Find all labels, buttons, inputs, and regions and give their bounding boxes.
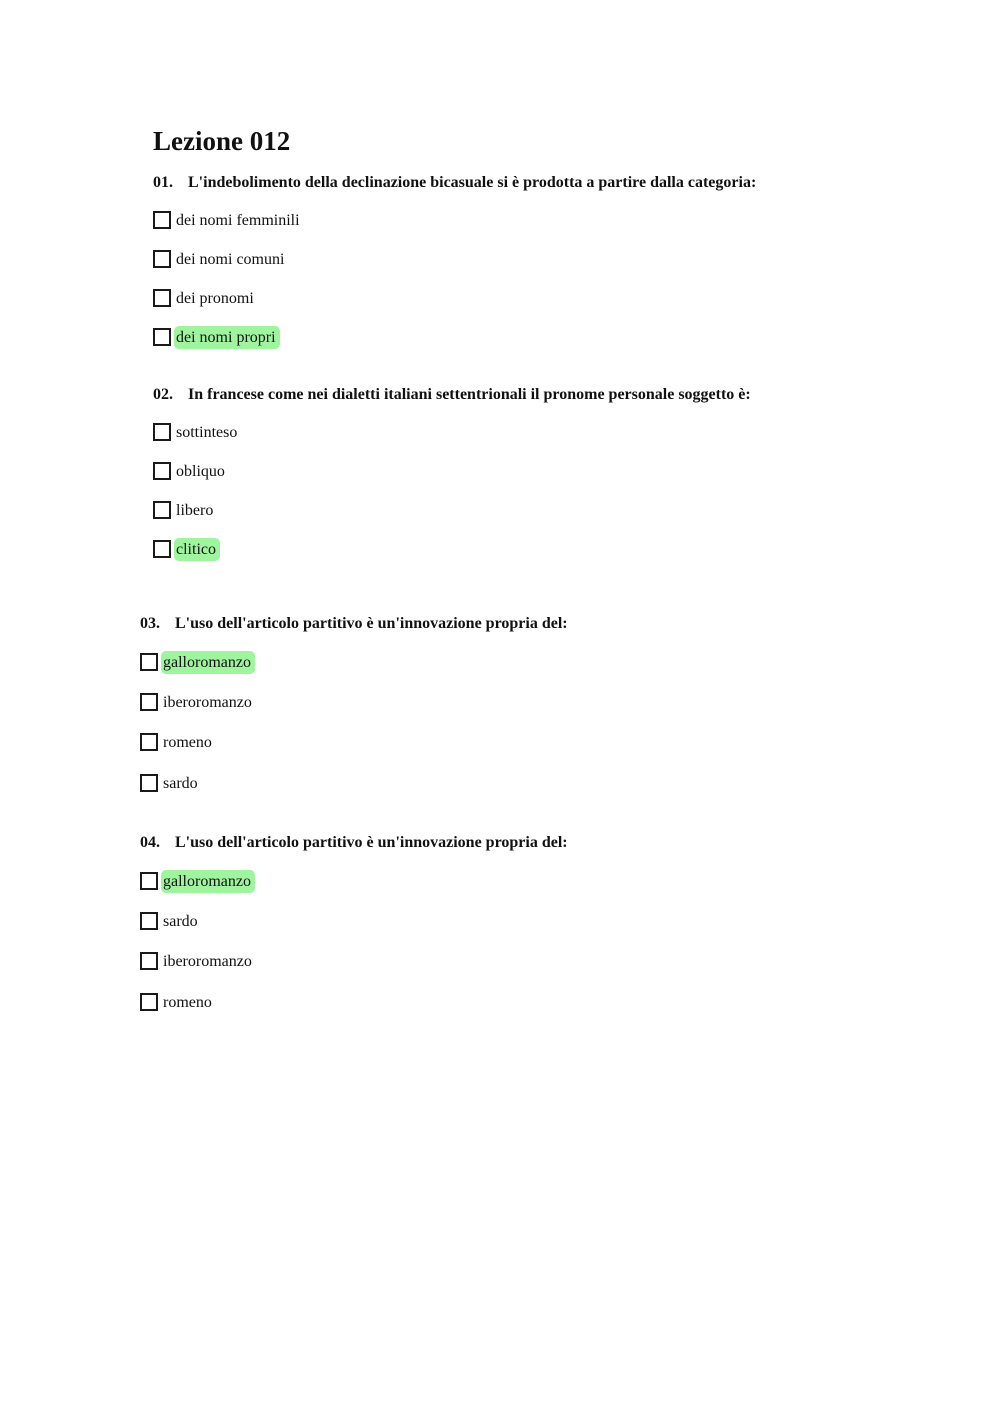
answer-option-correct[interactable] xyxy=(140,869,255,893)
option-label: obliquo xyxy=(176,462,225,480)
checkbox-icon[interactable] xyxy=(153,250,171,268)
checkbox-icon[interactable] xyxy=(153,211,171,229)
answer-option[interactable] xyxy=(153,208,304,232)
question-1 xyxy=(153,172,757,346)
answer-option[interactable] xyxy=(140,990,216,1014)
answer-option-correct[interactable] xyxy=(153,325,280,349)
option-label: romeno xyxy=(163,733,212,751)
answer-option[interactable] xyxy=(153,286,258,310)
answer-option-correct[interactable] xyxy=(140,650,255,674)
checkbox-icon[interactable] xyxy=(153,501,171,519)
answer-option[interactable] xyxy=(153,459,229,483)
checkbox-icon[interactable] xyxy=(140,912,158,930)
answer-option[interactable] xyxy=(153,498,217,522)
option-label: libero xyxy=(176,501,214,519)
question-prompt: In francese come nei dialetti italiani settentrionali il pronome personale soggetto è: xyxy=(188,386,751,403)
question-prompt: L'uso dell'articolo partitivo è un'innovazione propria del: xyxy=(175,615,568,632)
option-label: dei pronomi xyxy=(176,289,254,307)
checkbox-icon[interactable] xyxy=(140,872,158,890)
option-label: dei nomi comuni xyxy=(176,250,285,268)
checkbox-icon[interactable] xyxy=(140,733,158,751)
page-title: Lezione 012 xyxy=(153,126,291,156)
option-label: sottinteso xyxy=(176,423,238,441)
option-label: dei nomi propri xyxy=(174,326,280,349)
checkbox-icon[interactable] xyxy=(140,774,158,792)
option-label: galloromanzo xyxy=(161,651,255,674)
answer-option[interactable] xyxy=(140,909,202,933)
option-label: sardo xyxy=(163,912,198,930)
option-label: iberoromanzo xyxy=(163,952,252,970)
question-4 xyxy=(140,832,568,1011)
checkbox-icon[interactable] xyxy=(153,540,171,558)
option-label: iberoromanzo xyxy=(163,693,252,711)
question-2 xyxy=(153,384,751,558)
question-prompt: L'uso dell'articolo partitivo è un'innovazione propria del: xyxy=(175,834,568,851)
answer-option[interactable] xyxy=(140,730,216,754)
checkbox-icon[interactable] xyxy=(153,328,171,346)
question-number: 02. xyxy=(153,386,173,403)
checkbox-icon[interactable] xyxy=(140,952,158,970)
answer-option[interactable] xyxy=(153,420,241,444)
option-label: romeno xyxy=(163,993,212,1011)
answer-option-correct[interactable] xyxy=(153,537,220,561)
option-label: sardo xyxy=(163,774,198,792)
question-text xyxy=(153,384,751,406)
question-text xyxy=(140,613,568,635)
option-label: galloromanzo xyxy=(161,870,255,893)
checkbox-icon[interactable] xyxy=(153,289,171,307)
answer-option[interactable] xyxy=(140,771,202,795)
answer-option[interactable] xyxy=(140,690,256,714)
answer-option[interactable] xyxy=(140,949,256,973)
option-label: clitico xyxy=(174,538,220,561)
question-number: 01. xyxy=(153,174,173,191)
question-prompt: L'indebolimento della declinazione bicasuale si è prodotta a partire dalla categoria: xyxy=(188,174,757,191)
checkbox-icon[interactable] xyxy=(140,653,158,671)
checkbox-icon[interactable] xyxy=(140,993,158,1011)
question-number: 04. xyxy=(140,834,160,851)
question-text xyxy=(153,172,756,194)
checkbox-icon[interactable] xyxy=(153,423,171,441)
answer-option[interactable] xyxy=(153,247,288,271)
checkbox-icon[interactable] xyxy=(153,462,171,480)
question-number: 03. xyxy=(140,615,160,632)
checkbox-icon[interactable] xyxy=(140,693,158,711)
option-label: dei nomi femminili xyxy=(176,211,300,229)
question-3 xyxy=(140,613,568,792)
question-text xyxy=(140,832,568,854)
